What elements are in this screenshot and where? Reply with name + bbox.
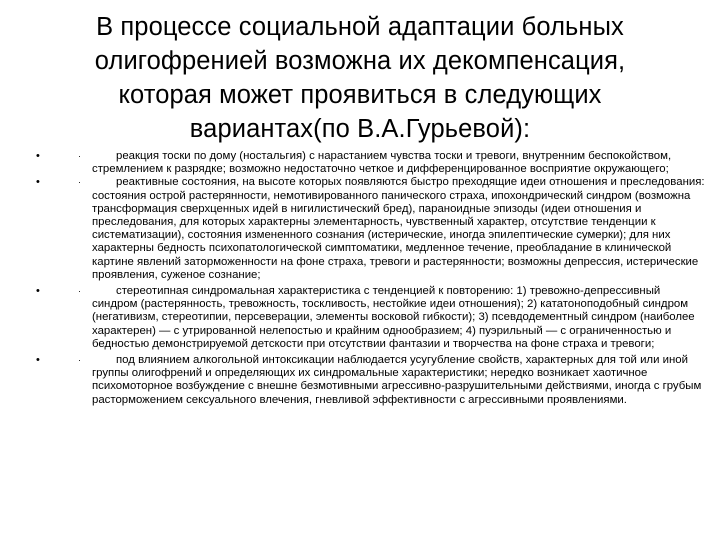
sub-marker-icon: · bbox=[78, 355, 81, 366]
bullet-dot-icon: • bbox=[36, 150, 40, 162]
sub-marker-icon: · bbox=[78, 177, 81, 188]
bullet-item-1 bbox=[36, 150, 706, 176]
bullet-dot-icon: • bbox=[36, 176, 40, 189]
slide-title: В процессе социальной адаптации больных олигофренией возможна их декомпенсация, которая может проявиться в следующих вариантах(по В.А.Гурьевой): bbox=[94, 13, 626, 143]
bullet-text-4: под влиянием алкогольной интоксикации наблюдается усугубление свойств, характерных для той или иной группы олигофрений и определяющих их синдромальные характеристики; нередко возникает хаотичное психомоторное возбуждение с внешне безмотивными агрессивно-разрушительными действиями, иногда с грубым расторможением сексуального влечения, гневливой эффективности с агрессивными проявлениями. bbox=[92, 354, 702, 406]
sub-marker-icon: · bbox=[78, 151, 81, 161]
bullet-text-3: стереотипная синдромальная характеристика с тенденцией к повторению: 1) тревожно-депрессивный синдром (растерянность, тревожность, тоскливость, нестойкие идеи отношения); 2) кататоноподобный синдром (негативизм, стереотипии, персеверации, элементы восковой гибкости); 3) псевдодементный синдром (наиболее характерен) — с утрированной нелепостью и крайним однообразием; 4) пуэрильный — с ограниченностью и бедностью демонстрируемой детскости при отсутствии фантазии и творчества на фоне страха и тревоги; bbox=[92, 285, 695, 350]
sub-marker-icon: · bbox=[78, 286, 81, 297]
bullet-item-3 bbox=[36, 285, 706, 351]
bullet-item-4 bbox=[36, 354, 706, 407]
bullet-item-2 bbox=[36, 176, 706, 282]
bullet-text-1: реакция тоски по дому (ностальгия) с нарастанием чувства тоски и тревоги, внутренним беспокойством, стремлением к разрядке; возможно недостаточно четкое и дифференцированное восприятие окружающего; bbox=[92, 150, 672, 176]
bullet-list bbox=[36, 150, 706, 407]
bullet-dot-icon: • bbox=[36, 354, 40, 367]
bullet-text-2: реактивные состояния, на высоте которых появляются быстро преходящие идеи отношения и преследования: состояния острой растерянности, немотивированного панического страха, ипохондрический синдром (возможна трансформация сверхценных идей в нигилистический бред), параноидные эпизоды (идеи отношения и преследования, для которых характерны элементарность, чувственный характер, отсутствие тенденции к систематизации), состояния измененного сознания (истерические, иногда эпилептические сумерки); для них характерны бедность психопатологической симптоматики, медленное течение, преобладание в клинической картине явлений заторможенности на фоне страха, тревоги и растерянности; возможны депрессия, истерические проявления, суженое сознание; bbox=[92, 176, 705, 281]
bullet-dot-icon: • bbox=[36, 285, 40, 298]
